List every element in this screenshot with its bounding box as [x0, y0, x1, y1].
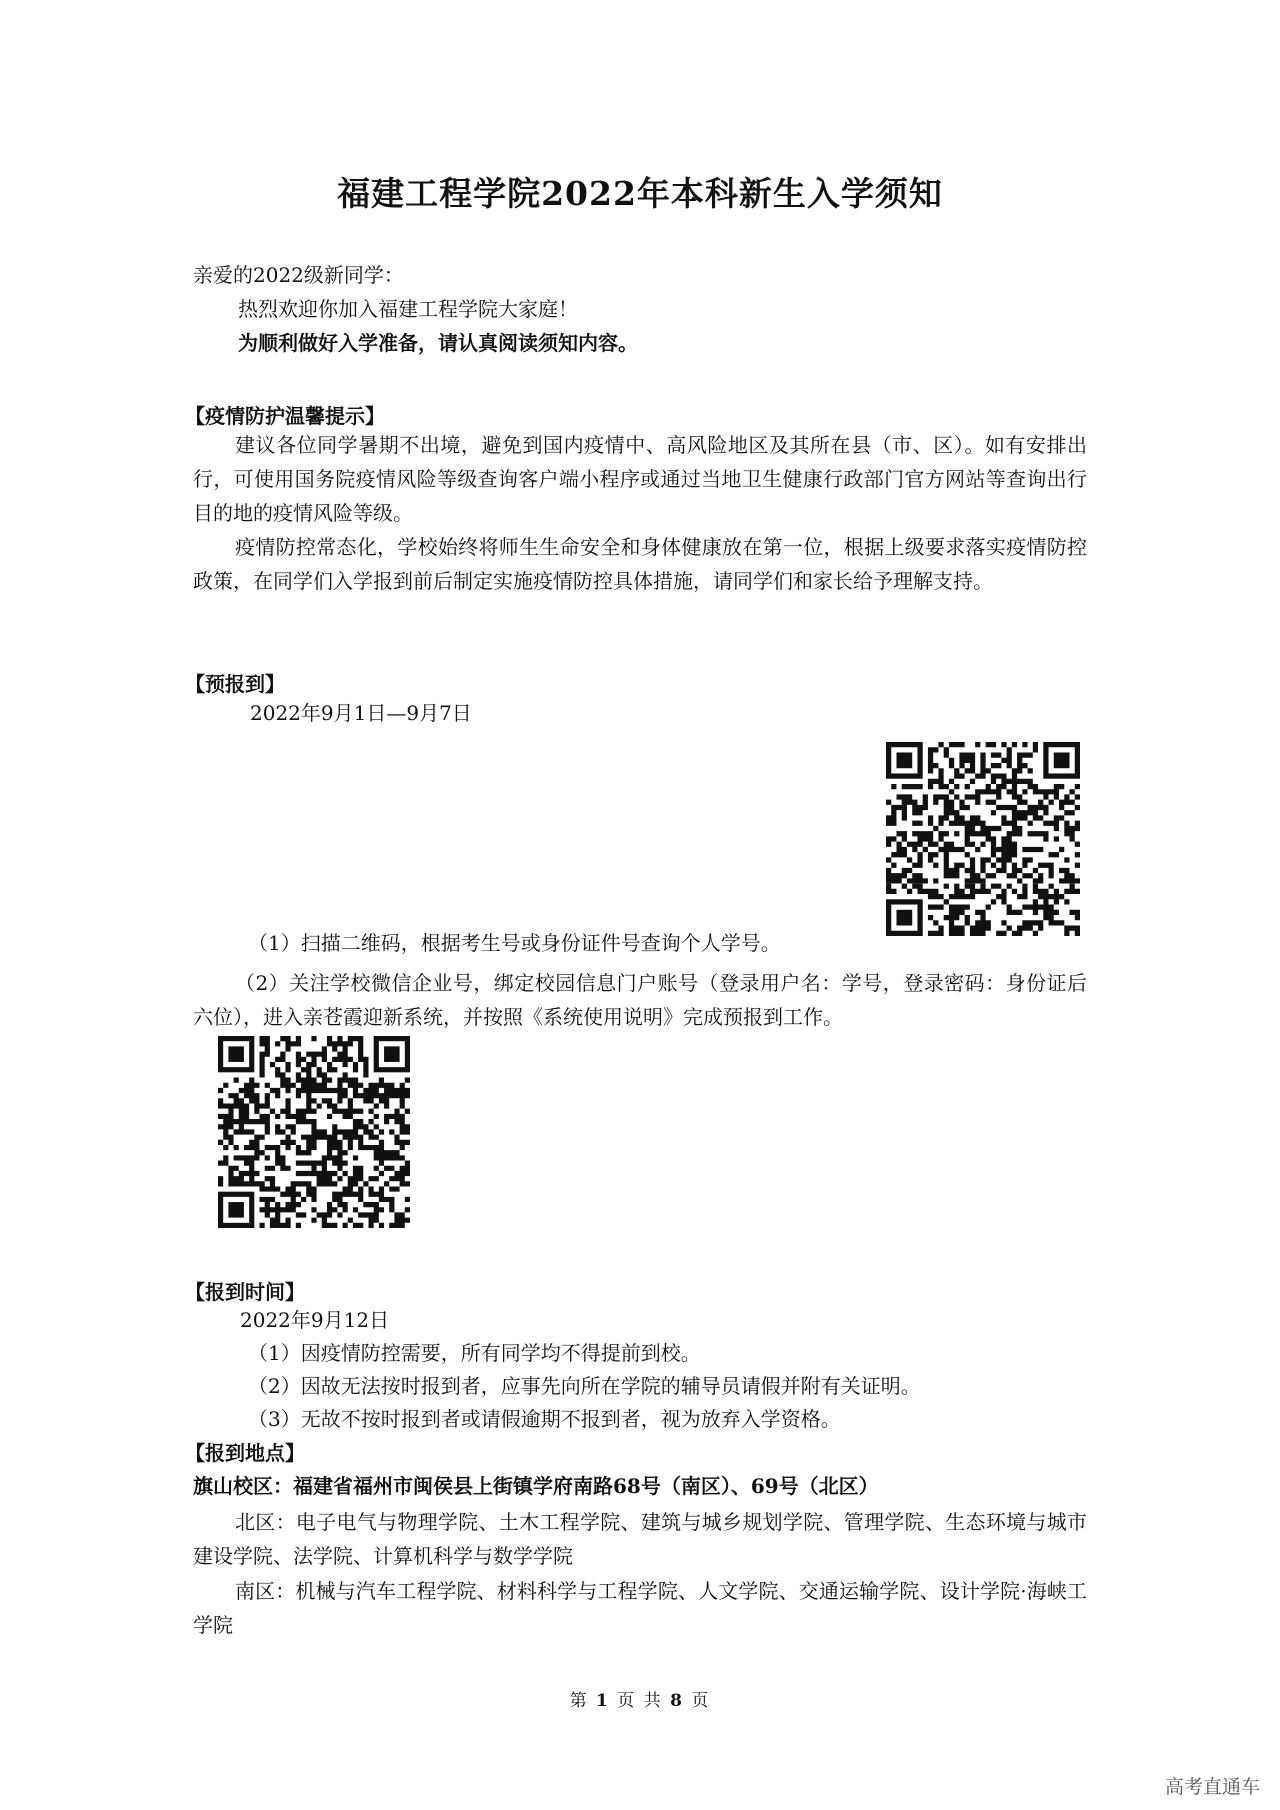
campus-address: 旗山校区：福建省福州市闽侯县上街镇学府南路68号（南区）、69号（北区） [193, 1474, 879, 1498]
page-number [0, 1686, 1280, 1711]
qr-code-wechat[interactable] [218, 1036, 410, 1228]
watermark: 高考直通车 [1164, 1776, 1260, 1798]
epidemic-paragraph-1: 建议各位同学暑期不出境，避免到国内疫情中、高风险地区及其所在县（市、区）。如有安排出行，可使用国务院疫情风险等级查询客户端小程序或通过当地卫生健康行政部门官方网站等查询出行目的地的疫情风险等级。 [193, 433, 1087, 525]
prereg-step-2: （2）关注学校微信企业号，绑定校园信息门户账号（登录用户名：学号，登录密码：身份证后六位），进入亲苍霞迎新系统，并按照《系统使用说明》完成预报到工作。 [193, 971, 1087, 1029]
total-pages: 8 [670, 1691, 684, 1711]
current-page: 1 [596, 1691, 610, 1711]
prereg-heading: 【预报到】 [185, 672, 285, 696]
page-mid: 页 共 [617, 1691, 663, 1711]
south-campus-colleges: 南区：机械与汽车工程学院、材料科学与工程学院、人文学院、交通运输学院、设计学院·海峡工学院 [193, 1579, 1087, 1637]
reminder-line: 为顺利做好入学准备，请认真阅读须知内容。 [238, 331, 638, 355]
regtime-heading: 【报到时间】 [185, 1280, 305, 1304]
regtime-date: 2022年9月12日 [240, 1308, 390, 1332]
regtime-item: （3）无故不按时报到者或请假逾期不报到者，视为放弃入学资格。 [248, 1407, 841, 1431]
regtime-item: （1）因疫情防控需要，所有同学均不得提前到校。 [248, 1341, 701, 1365]
regtime-item: （2）因故无法按时报到者，应事先向所在学院的辅导员请假并附有关证明。 [248, 1374, 921, 1398]
page-suffix: 页 [691, 1691, 711, 1711]
prereg-date: 2022年9月1日—9月7日 [250, 701, 472, 725]
prereg-step-1: （1）扫描二维码，根据考生号或身份证件号查询个人学号。 [248, 931, 781, 955]
page-prefix: 第 [569, 1691, 589, 1711]
qr-code-student-id[interactable] [886, 742, 1080, 936]
welcome-line: 热烈欢迎你加入福建工程学院大家庭！ [238, 297, 578, 321]
epidemic-heading: 【疫情防护温馨提示】 [185, 404, 385, 428]
page-title: 福建工程学院2022年本科新生入学须知 [337, 174, 943, 213]
epidemic-paragraph-2: 疫情防控常态化，学校始终将师生生命安全和身体健康放在第一位，根据上级要求落实疫情防控政策，在同学们入学报到前后制定实施疫情防控具体措施，请同学们和家长给予理解支持。 [193, 535, 1087, 593]
greeting: 亲爱的2022级新同学： [193, 263, 404, 287]
north-campus-colleges: 北区：电子电气与物理学院、土木工程学院、建筑与城乡规划学院、管理学院、生态环境与城市建设学院、法学院、计算机科学与数学学院 [193, 1510, 1087, 1568]
location-heading: 【报到地点】 [185, 1441, 305, 1465]
